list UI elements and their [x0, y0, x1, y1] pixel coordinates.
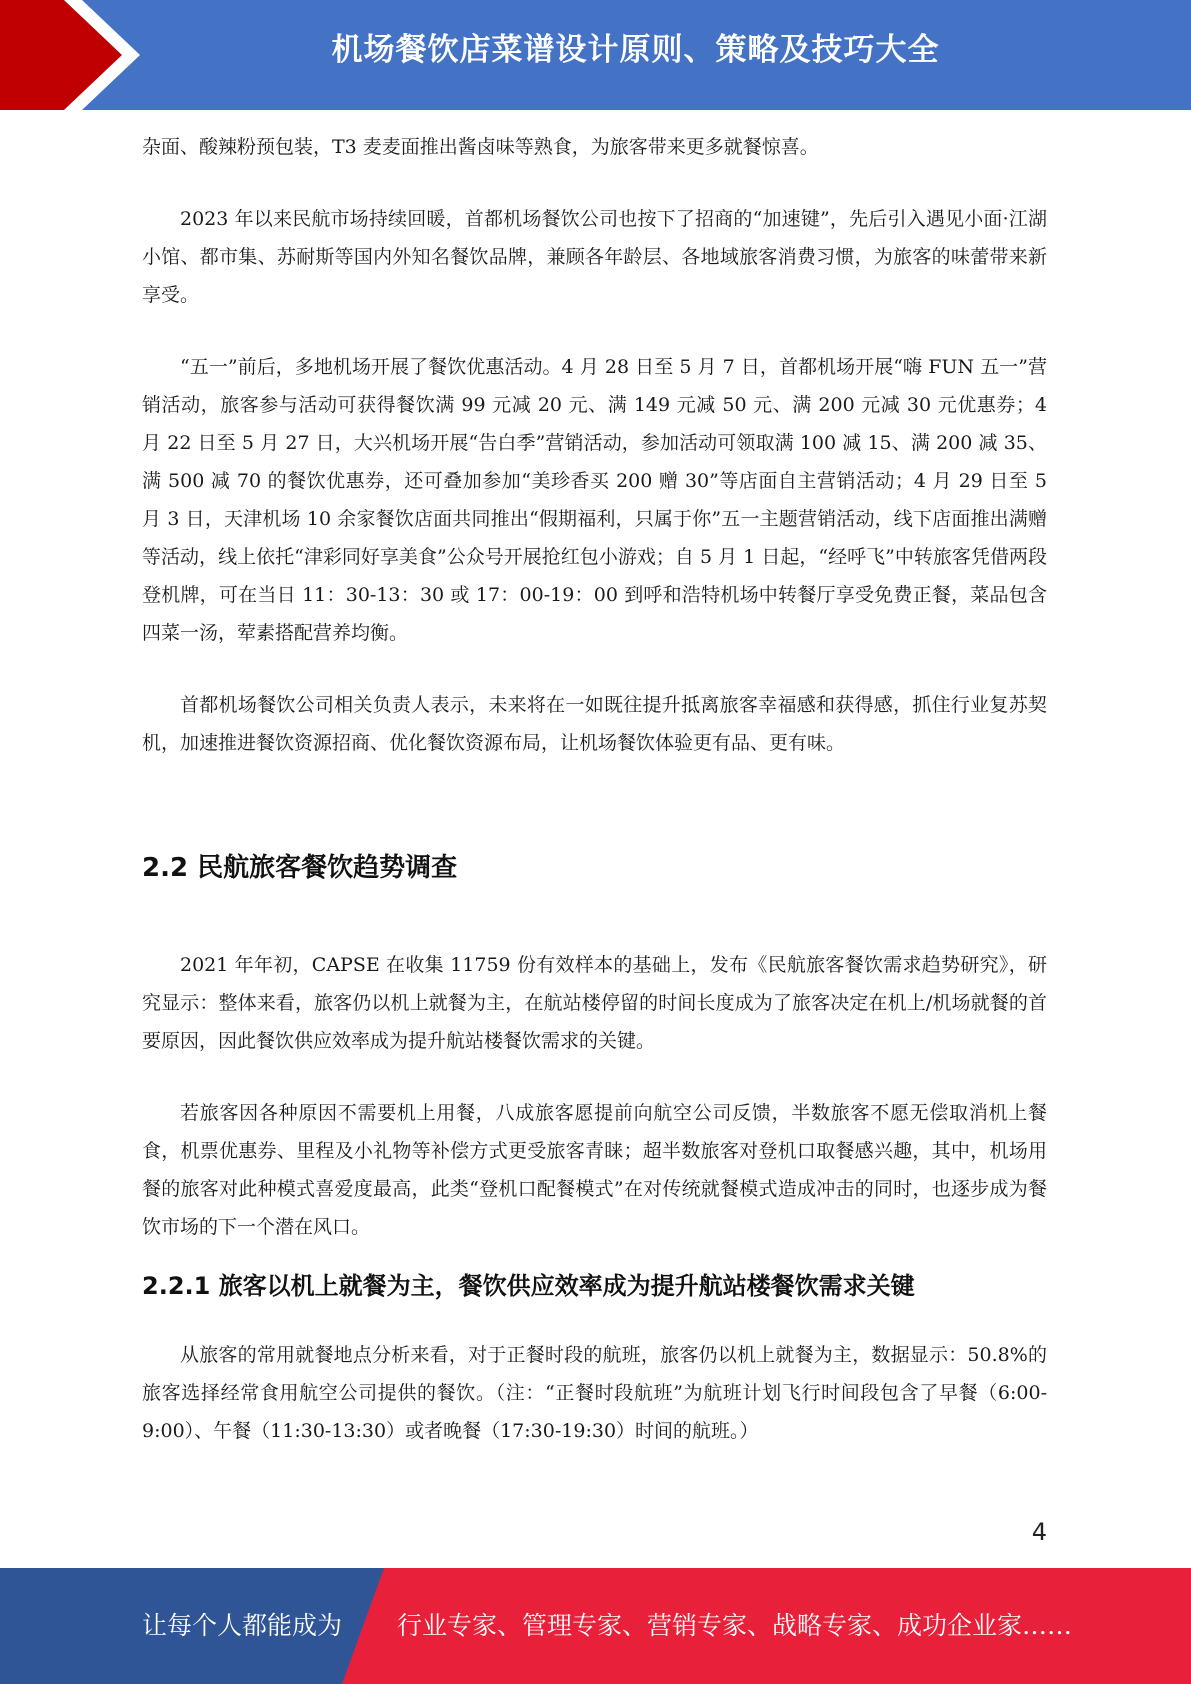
header-title: 机场餐饮店菜谱设计原则、策略及技巧大全 [331, 32, 940, 68]
page-number: 4 [1031, 1518, 1047, 1546]
section-heading-2-2-1: 2.2.1 旅客以机上就餐为主，餐饮供应效率成为提升航站楼餐饮需求关键 [142, 1272, 915, 1300]
paragraph-3: “五一”前后，多地机场开展了餐饮优惠活动。4 月 28 日至 5 月 7 日，首都机场开展“嗨 FUN 五一”营销活动，旅客参与活动可获得餐饮满 99 元减 20 元、满 149 元减 50 元、满 200 元减 30 元优惠券；4 月 22 日至 5 月 27 日，大兴机场开展“告白季”营销活动，参加活动可领取满 100 减 15、满 200 减 35、满 500 减 70 的餐饮优惠券，还可叠加参加“美珍香买 200 赠 30”等店面自主营销活动；4 月 29 日至 5 月 3 日，天津机场 10 余家餐饮店面共同推出“假期福利，只属于你”五一主题营销活动，线下店面推出满赠等活动，线上依托“津彩同好享美食”公众号开展抢红包小游戏；自 5 月 1 日起，“经呼飞”中转旅客凭借两段登机牌，可在当日 11：30-13：30 或 17：00-19：00 到呼和浩特机场中转餐厅享受免费正餐，菜品包含四菜一汤，荤素搭配营养均衡。 [142, 356, 1047, 644]
paragraph-7: 从旅客的常用就餐地点分析来看，对于正餐时段的航班，旅客仍以机上就餐为主，数据显示：50.8%的旅客选择经常食用航空公司提供的餐饮。（注：“正餐时段航班”为航班计划飞行时间段包含了早餐（6:00-9:00）、午餐（11:30-13:30）或者晚餐（17:30-19:30）时间的航班。） [142, 1344, 1047, 1442]
footer-slogan-right: 行业专家、管理专家、营销专家、战略专家、成功企业家…… [397, 1611, 1073, 1640]
paragraph-5: 2021 年年初，CAPSE 在收集 11759 份有效样本的基础上，发布《民航旅客餐饮需求趋势研究》，研究显示：整体来看，旅客仍以机上就餐为主，在航站楼停留的时间长度成为了旅客决定在机上/机场就餐的首要原因，因此餐饮供应效率成为提升航站楼餐饮需求的关键。 [142, 954, 1047, 1052]
page-header [0, 0, 1191, 110]
page-footer [0, 1568, 1191, 1684]
footer-slogan-left: 让每个人都能成为 [142, 1611, 343, 1640]
paragraph-6: 若旅客因各种原因不需要机上用餐，八成旅客愿提前向航空公司反馈，半数旅客不愿无偿取消机上餐食，机票优惠券、里程及小礼物等补偿方式更受旅客青睐；超半数旅客对登机口取餐感兴趣，其中，机场用餐的旅客对此种模式喜爱度最高，此类“登机口配餐模式”在对传统就餐模式造成冲击的同时，也逐步成为餐饮市场的下一个潜在风口。 [142, 1102, 1047, 1238]
paragraph-2: 2023 年以来民航市场持续回暖，首都机场餐饮公司也按下了招商的“加速键”，先后引入遇见小面·江湖小馆、都市集、苏耐斯等国内外知名餐饮品牌，兼顾各年龄层、各地域旅客消费习惯，为旅客的味蕾带来新享受。 [142, 208, 1047, 306]
document-body [142, 128, 1047, 1450]
paragraph-1: 杂面、酸辣粉预包装，T3 麦麦面推出酱卤味等熟食，为旅客带来更多就餐惊喜。 [142, 136, 819, 158]
paragraph-4: 首都机场餐饮公司相关负责人表示，未来将在一如既往提升抵离旅客幸福感和获得感，抓住行业复苏契机，加速推进餐饮资源招商、优化餐饮资源布局，让机场餐饮体验更有品、更有味。 [142, 694, 1047, 754]
section-heading-2-2: 2.2 民航旅客餐饮趋势调查 [142, 853, 458, 883]
